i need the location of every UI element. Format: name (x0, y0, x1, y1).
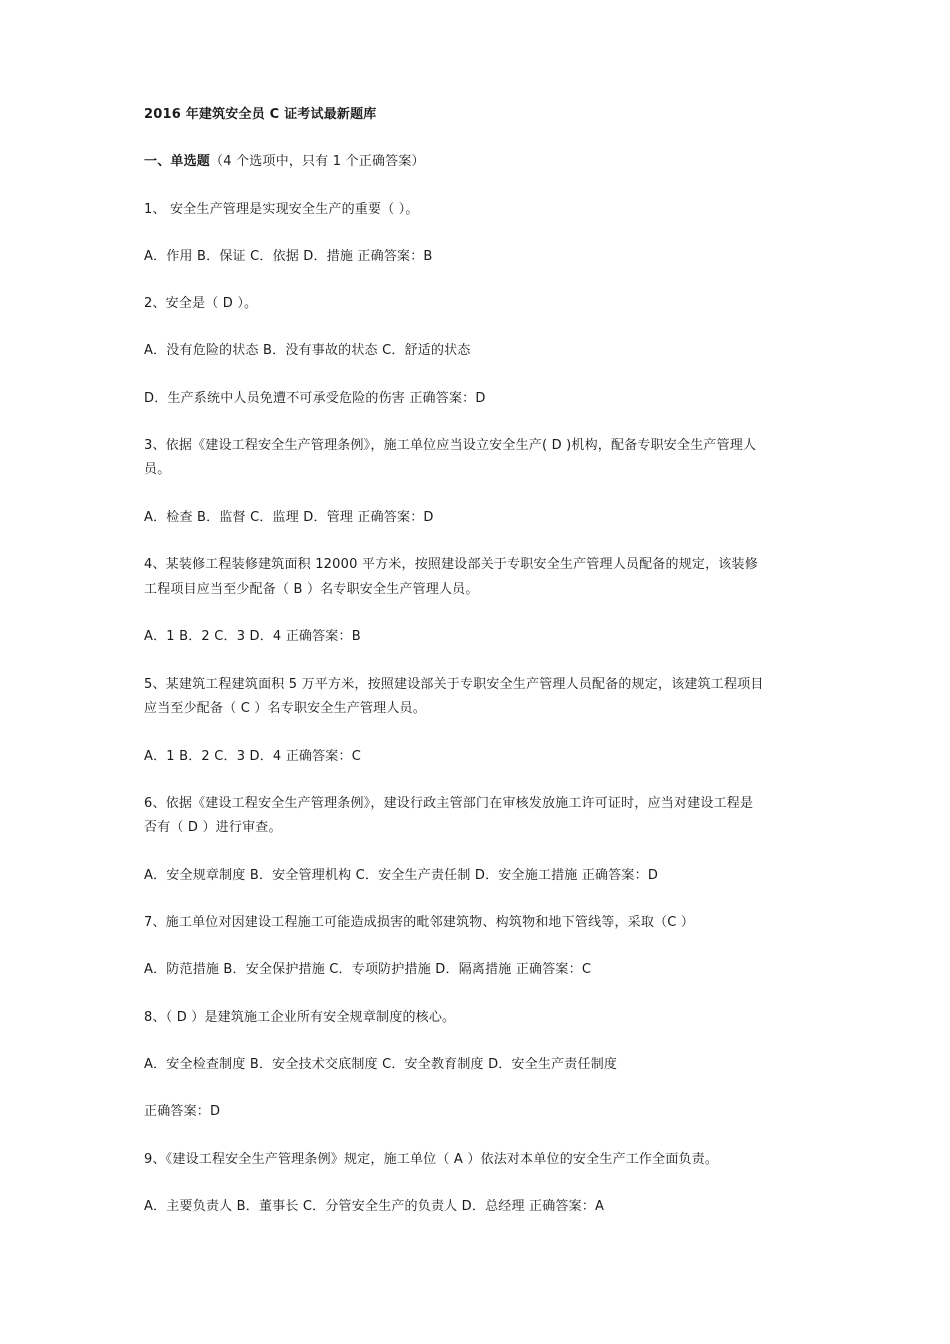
question-2-options: A．没有危险的状态 B．没有事故的状态 C．舒适的状态 (144, 343, 471, 358)
question-1: 1、 安全生产管理是实现安全生产的重要（ ）。 (144, 202, 419, 217)
question-8-answer: 正确答案：D (144, 1104, 221, 1119)
section-heading (144, 154, 425, 170)
question-2: 2、安全是（ D ）。 (144, 296, 258, 311)
question-6: 6、依据《建设工程安全生产管理条例》，建设行政主管部门在审核发放施工许可证时，应当对建设工程是 (144, 796, 754, 811)
question-5-cont: 应当至少配备（ C ）名专职安全生产管理人员。 (144, 701, 426, 716)
question-9-options: A．主要负责人 B．董事长 C．分管安全生产的负责人 D．总经理 正确答案：A (144, 1199, 605, 1214)
section-heading-label: 一、单选题 (144, 154, 211, 169)
question-8: 8、（ D ）是建筑施工企业所有安全规章制度的核心。 (144, 1010, 456, 1025)
question-7-options: A．防范措施 B．安全保护措施 C．专项防护措施 D．隔离措施 正确答案：C (144, 962, 592, 977)
question-1-options: A．作用 B．保证 C．依据 D．措施 正确答案：B (144, 249, 433, 264)
section-heading-note: （4 个选项中，只有 1 个正确答案） (210, 154, 425, 169)
question-6-options: A．安全规章制度 B．安全管理机构 C．安全生产责任制 D．安全施工措施 正确答案：D (144, 868, 659, 883)
question-5: 5、某建筑工程建筑面积 5 万平方米，按照建设部关于专职安全生产管理人员配备的规定，该建筑工程项目 (144, 677, 764, 692)
question-8-options: A．安全检查制度 B．安全技术交底制度 C．安全教育制度 D．安全生产责任制度 (144, 1057, 618, 1072)
question-4-cont: 工程项目应当至少配备（ B ）名专职安全生产管理人员。 (144, 582, 479, 597)
question-4: 4、某装修工程装修建筑面积 12000 平方米，按照建设部关于专职安全生产管理人员配备的规定，该装修 (144, 557, 758, 572)
document-title: 2016 年建筑安全员 C 证考试最新题库 (144, 107, 377, 122)
question-7: 7、施工单位对因建设工程施工可能造成损害的毗邻建筑物、构筑物和地下管线等，采取（C ） (144, 915, 695, 930)
question-3-options: A．检查 B．监督 C．监理 D．管理 正确答案：D (144, 510, 434, 525)
question-4-options: A．1 B．2 C．3 D．4 正确答案：B (144, 629, 361, 644)
question-6-cont: 否有（ D ）进行审查。 (144, 820, 282, 835)
question-9: 9、《建设工程安全生产管理条例》规定，施工单位（ A ）依法对本单位的安全生产工作全面负责。 (144, 1152, 719, 1167)
question-2-options-cont: D．生产系统中人员免遭不可承受危险的伤害 正确答案：D (144, 391, 486, 406)
question-3-cont: 员。 (144, 462, 171, 477)
question-5-options: A．1 B．2 C．3 D．4 正确答案：C (144, 749, 361, 764)
question-3: 3、依据《建设工程安全生产管理条例》，施工单位应当设立安全生产( D )机构，配备专职安全生产管理人 (144, 438, 757, 453)
